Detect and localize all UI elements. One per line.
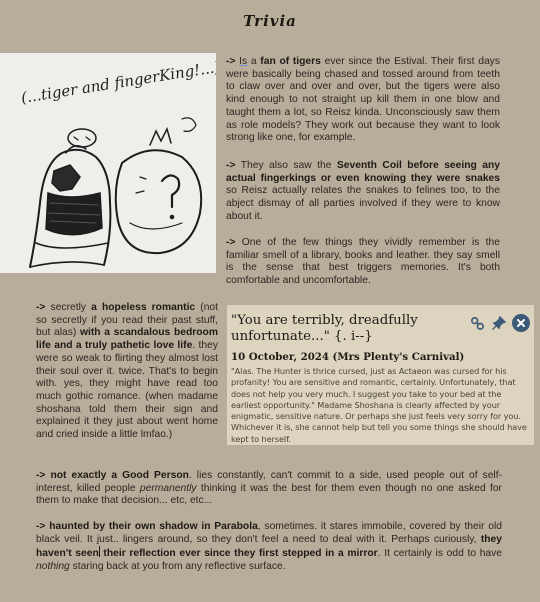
arrow-marker: -> bbox=[36, 521, 46, 532]
trivia-tigers bbox=[226, 56, 500, 145]
p6-bold-3: their reflection ever since they first stepped in a mirror bbox=[99, 548, 378, 560]
link-icon-glyph bbox=[470, 316, 485, 331]
p6-bold-1: haunted by their own shadow in Parabola bbox=[49, 521, 258, 532]
close-icon-glyph bbox=[512, 314, 530, 332]
p6-text-1: , sometimes. it stares immobile, covered by their old black veil. It just.. lingers around, so they don't feel a need to deal with it. Perhaps curiously, bbox=[36, 521, 502, 545]
p3-text-1: One of the few things they vividly remember is the familiar smell of a library, books and leather. they say smell is the sense that best triggers memories. It's both comfortable and uncomfortable. bbox=[226, 237, 500, 287]
p4-bold-2: with a scandalous bedroom life and a truly pathetic love life bbox=[36, 327, 218, 352]
p5-bold-1: not exactly a Good Person bbox=[50, 470, 189, 481]
p2-bold-1: Seventh Coil before seeing any actual fingerkings or even knowing they were snakes bbox=[226, 160, 500, 184]
sketch-caption: (...tiger and fingerKing!...) bbox=[19, 57, 216, 107]
pin-icon[interactable] bbox=[490, 314, 508, 332]
p5-text-2: thinking it was the best for them even though no one asked for them to make that decision... etc, etc... bbox=[36, 482, 502, 507]
p6-bold-2: they haven't seen bbox=[36, 533, 502, 560]
card-date: 10 October, 2024 (Mrs Plenty's Carnival) bbox=[231, 351, 465, 363]
p1-bold-1: fan of tigers bbox=[260, 56, 321, 67]
fortune-card bbox=[227, 305, 534, 445]
trivia-seventh-coil bbox=[226, 160, 500, 224]
p2-text-1: They also saw the bbox=[235, 160, 337, 171]
p2-text-2: so Reisz actually relates the snakes to felines too, to the abject dismay of all parties involved if they were to know about it. bbox=[226, 185, 500, 222]
arrow-marker: -> bbox=[36, 302, 46, 313]
p5-italic-1: permanently bbox=[139, 482, 197, 494]
sketch-image bbox=[0, 53, 216, 273]
pin-icon-glyph bbox=[492, 316, 506, 330]
trivia-hopeless-romantic bbox=[36, 302, 218, 442]
close-icon[interactable] bbox=[512, 314, 530, 332]
link-icon[interactable] bbox=[468, 314, 486, 332]
card-actions bbox=[468, 314, 530, 332]
card-body: "Alas. The Hunter is thrice cursed, just as Actaeon was cursed for his profanity! You are sensitive and romantic, certainly. Unfortunately, that does not help you very much. I suggest you take to your bed at the earliest opportunity." Madame Shoshana is clearly affected by your enigmatic, sensitive nature. Or perhaps she just feels very sorry for you. Whichever it is, she cannot help but tell you some things she should have kept to herself. bbox=[231, 366, 527, 444]
arrow-marker: -> bbox=[226, 160, 236, 171]
arrow-marker: -> bbox=[226, 237, 236, 248]
trivia-library-smell bbox=[226, 237, 500, 288]
trivia-not-good-person bbox=[36, 470, 502, 508]
card-title: "You are terribly, dreadfully unfortunate..." {. i--} bbox=[231, 313, 418, 344]
p4-text-2: (not so secretly if you read their past stuff, but alas) bbox=[36, 302, 219, 339]
trivia-parabola-shadow bbox=[36, 521, 502, 574]
arrow-marker: -> bbox=[36, 470, 46, 481]
arrow-marker: -> bbox=[226, 56, 236, 67]
p6-text-3: staring back at you from any reflective surface. bbox=[69, 561, 286, 573]
p1-text-3: ever since the Estival. Their first days were basically being chased and tossed around from teeth to claw over and over and over, but the tigers were also kind enough to not straight up kill them in one blow and taught them a lot, so Reisz kinda. Unconsciously saw them as role models? They work out because they want to look strong like one, for example. bbox=[226, 56, 500, 144]
p1-text-2: a bbox=[247, 56, 261, 67]
p4-bold-1: a hopeless romantic bbox=[91, 302, 196, 313]
p6-italic-1: nothing bbox=[36, 561, 70, 573]
p5-text-1: . lies constantly, can't commit to a side, used people out of self-interest, killed people bbox=[36, 470, 503, 494]
p6-text-2: . It certainly is odd to have bbox=[377, 548, 503, 560]
page-title: Trivia bbox=[243, 12, 297, 30]
p1-text-1: Is bbox=[239, 56, 248, 67]
p4-text-1: secretly bbox=[45, 302, 92, 313]
sketch-drawing bbox=[0, 53, 216, 273]
p4-text-3: . they were so weak to flirting they almost lost their soul over it. twice. That's to begin with. yes, they might have read too much gothic romance. (when madame shoshana told them their sign and explained it they just about went home and cried inside a little lmfao.) bbox=[36, 340, 218, 441]
